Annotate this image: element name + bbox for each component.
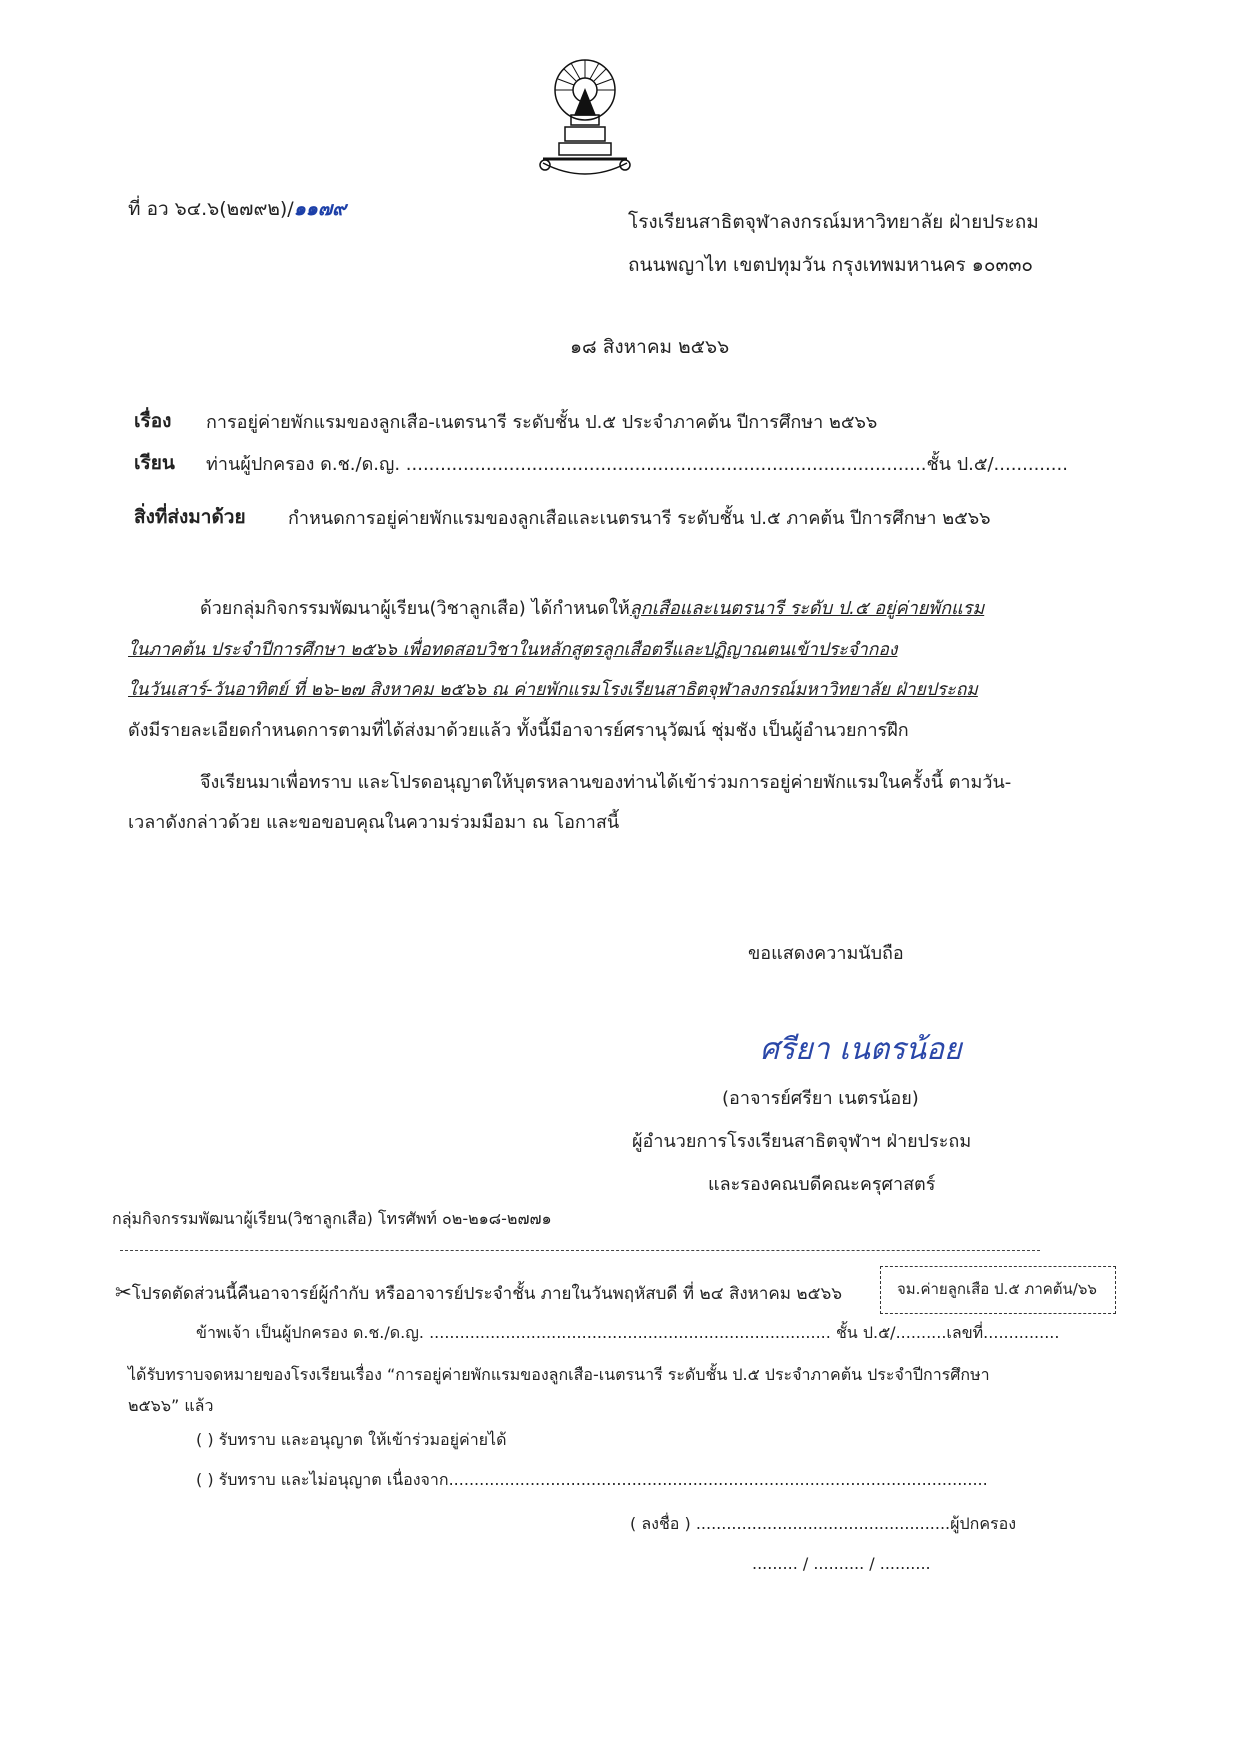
contact-info: กลุ่มกิจกรรมพัฒนาผู้เรียน(วิชาลูกเสือ) โทรศัพท์ ๐๒-๒๑๘-๒๗๗๑ <box>112 1209 552 1228</box>
reference-handwritten-number: ๑๑๗๙ <box>293 198 347 220</box>
slip-ack-line-2: ๒๕๖๖” แล้ว <box>128 1396 214 1415</box>
closing-regards: ขอแสดงความนับถือ <box>748 943 904 964</box>
school-address: ถนนพญาไท เขตปทุมวัน กรุงเทพมหานคร ๑๐๓๓๐ <box>628 254 1034 276</box>
signature: ศรียา เนตรน้อย <box>760 1032 962 1067</box>
letter-date: ๑๘ สิงหาคม ๒๕๖๖ <box>570 336 730 358</box>
slip-instruction-line <box>115 1282 842 1303</box>
slip-code-box <box>880 1266 1116 1314</box>
body-intro: ด้วยกลุ่มกิจกรรมพัฒนาผู้เรียน(วิชาลูกเสือ) ได้กำหนดให้ <box>200 598 630 619</box>
subject-label: เรื่อง <box>134 410 172 432</box>
body-paragraph-1-end: ดังมีรายละเอียดกำหนดการตามที่ได้ส่งมาด้วยแล้ว ทั้งนี้มีอาจารย์ศรานุวัฒน์ ชุ่มชัง เป็นผู้อำนวยการฝึก <box>128 720 909 741</box>
body-paragraph-2-line-2: เวลาดังกล่าวด้วย และขอขอบคุณในความร่วมมือมา ณ โอกาสนี้ <box>128 812 620 833</box>
signer-name: (อาจารย์ศรียา เนตรน้อย) <box>722 1088 919 1109</box>
school-name: โรงเรียนสาธิตจุฬาลงกรณ์มหาวิทยาลัย ฝ่ายประถม <box>628 211 1039 233</box>
signer-title-1: ผู้อำนวยการโรงเรียนสาธิตจุฬาฯ ฝ่ายประถม <box>632 1131 972 1152</box>
slip-option-allow[interactable]: ( ) รับทราบ และอนุญาต ให้เข้าร่วมอยู่ค่ายได้ <box>196 1430 507 1449</box>
slip-code: จม.ค่ายลูกเสือ ป.๕ ภาคต้น/๖๖ <box>897 1280 1097 1298</box>
enclosure-label: สิ่งที่ส่งมาด้วย <box>134 506 246 528</box>
scissors-icon: ✂ <box>115 1280 132 1304</box>
slip-instruction: โปรดตัดส่วนนี้คืนอาจารย์ผู้กำกับ หรืออาจารย์ประจำชั้น ภายในวันพฤหัสบดี ที่ ๒๔ สิงหาคม ๒๕๖๖ <box>131 1284 843 1304</box>
reference-number <box>128 200 346 219</box>
to-label: เรียน <box>134 452 175 474</box>
body-underlined-3: ในวันเสาร์-วันอาทิตย์ ที่ ๒๖-๒๗ สิงหาคม ๒๕๖๖ ณ ค่ายพักแรมโรงเรียนสาธิตจุฬาลงกรณ์มหาวิทยาลัย ฝ่ายประถม <box>128 680 978 700</box>
body-paragraph-2-line-1: จึงเรียนมาเพื่อทราบ และโปรดอนุญาตให้บุตรหลานของท่านได้เข้าร่วมการอยู่ค่ายพักแรมในครั้งนี้ ตามวัน- <box>200 772 1012 793</box>
body-underlined-2: ในภาคต้น ประจำปีการศึกษา ๒๕๖๖ เพื่อทดสอบวิชาในหลักสูตรลูกเสือตรีและปฏิญาณตนเข้าประจำกอง <box>128 640 898 660</box>
signer-title-2: และรองคณบดีคณะครุศาสตร์ <box>708 1174 936 1195</box>
subject-text: การอยู่ค่ายพักแรมของลูกเสือ-เนตรนารี ระดับชั้น ป.๕ ประจำภาคต้น ปีการศึกษา ๒๕๖๖ <box>206 412 878 433</box>
slip-date-line[interactable]: ......... / .......... / .......... <box>752 1554 931 1573</box>
cut-line <box>120 1250 1040 1251</box>
enclosure-text: กำหนดการอยู่ค่ายพักแรมของลูกเสือและเนตรนารี ระดับชั้น ป.๕ ภาคต้น ปีการศึกษา ๒๕๖๖ <box>288 508 991 529</box>
slip-ack-line-1: ได้รับทราบจดหมายของโรงเรียนเรื่อง “การอยู่ค่ายพักแรมของลูกเสือ-เนตรนารี ระดับชั้น ป.๕ ประจำภาคต้น ประจำปีการศึกษา <box>128 1365 990 1384</box>
slip-parent-line: ข้าพเจ้า เป็นผู้ปกครอง ด.ช./ด.ญ. ............................................................................... ชั้น ป.๕/..........เลขที่............... <box>196 1323 1060 1342</box>
slip-signature-line[interactable]: ( ลงชื่อ ) ..................................................ผู้ปกครอง <box>630 1514 1017 1533</box>
slip-option-deny[interactable]: ( ) รับทราบ และไม่อนุญาต เนื่องจาก.......................................................................................................... <box>196 1470 988 1489</box>
reference-prefix: ที่ อว ๖๔.๖(๒๗๙๒)/ <box>128 198 294 220</box>
to-text: ท่านผู้ปกครอง ด.ช./ด.ญ. ...........................................................................................ชั้น ป.๕/............. <box>206 454 1068 475</box>
school-emblem-logo <box>535 55 635 195</box>
body-underlined-1: ลูกเสือและเนตรนารี ระดับ ป.๕ อยู่ค่ายพักแรม <box>629 598 985 619</box>
body-paragraph-1-line-1 <box>200 600 984 618</box>
